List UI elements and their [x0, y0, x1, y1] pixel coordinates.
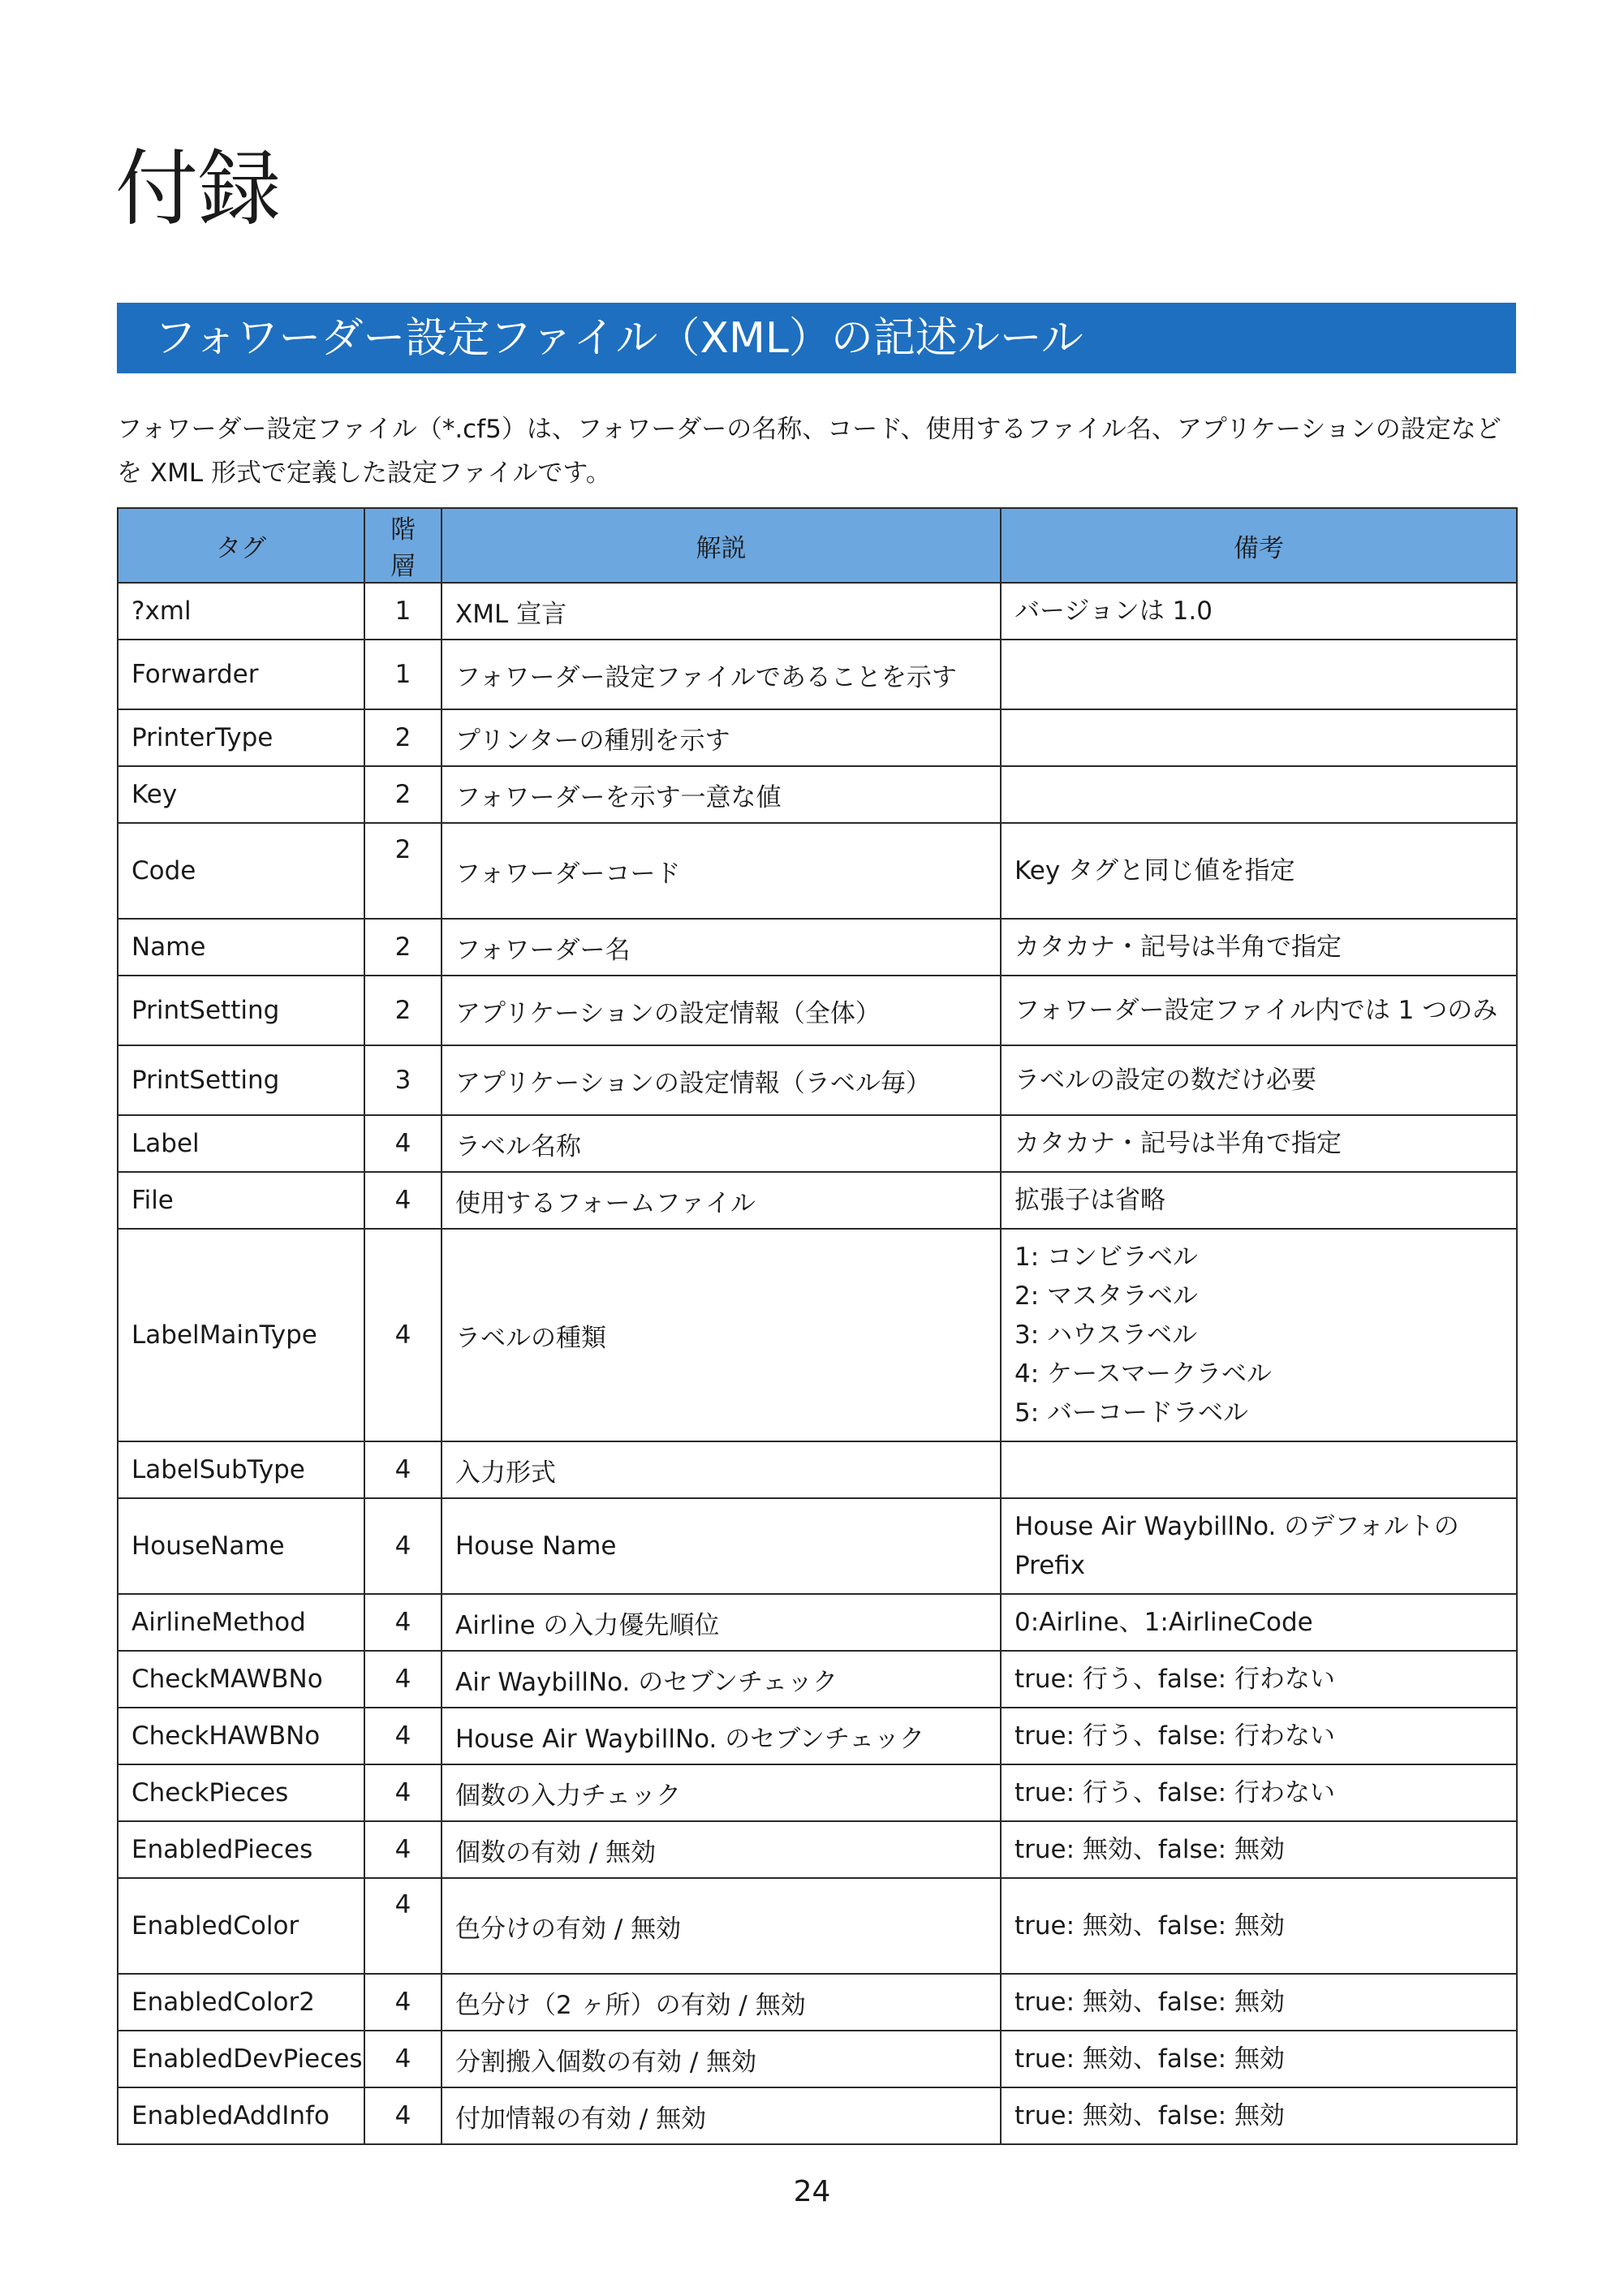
- cell-description: Airline の入力優先順位: [442, 1594, 1001, 1651]
- cell-tag: EnabledDevPieces: [118, 2031, 364, 2087]
- table-row: [118, 1878, 1517, 1974]
- cell-level: 4: [364, 2031, 442, 2087]
- cell-tag: HouseName: [118, 1498, 364, 1594]
- cell-notes: [1001, 823, 1517, 919]
- table-body: [118, 583, 1517, 2144]
- page-number: 24: [793, 2175, 831, 2208]
- section-title: フォワーダー設定ファイル（XML）の記述ルール: [154, 313, 1083, 363]
- cell-notes: [1001, 583, 1517, 640]
- cell-tag: Name: [118, 919, 364, 976]
- note-line: 0:Airline、1:AirlineCode: [1014, 1608, 1313, 1637]
- note-line: House Air WaybillNo. のデフォルトの: [1014, 1512, 1459, 1541]
- cell-description: 色分けの有効 / 無効: [442, 1878, 1001, 1974]
- cell-description: 使用するフォームファイル: [442, 1172, 1001, 1229]
- cell-tag: EnabledAddInfo: [118, 2087, 364, 2144]
- note-line: バージョンは 1.0: [1014, 597, 1213, 626]
- section-header-bar: [117, 303, 1516, 373]
- cell-notes: [1001, 1172, 1517, 1229]
- cell-level: 4: [364, 1708, 442, 1764]
- cell-description: 付加情報の有効 / 無効: [442, 2087, 1001, 2144]
- cell-level: 4: [364, 1229, 442, 1441]
- cell-description: プリンターの種別を示す: [442, 709, 1001, 766]
- table-row: [118, 823, 1517, 919]
- cell-level: 4: [364, 1974, 442, 2031]
- cell-level: 4: [364, 1821, 442, 1878]
- cell-level: 1: [364, 640, 442, 709]
- intro-paragraph: フォワーダー設定ファイル（*.cf5）は、フォワーダーの名称、コード、使用するファイル名、アプリケーションの設定などを XML 形式で定義した設定ファイルです。: [117, 415, 1501, 488]
- table-row: [118, 1498, 1517, 1594]
- cell-level: 4: [364, 2087, 442, 2144]
- note-line: true: 無効、false: 無効: [1014, 1988, 1285, 2017]
- cell-level: 4: [364, 1651, 442, 1708]
- cell-notes: [1001, 1045, 1517, 1115]
- cell-tag: CheckMAWBNo: [118, 1651, 364, 1708]
- cell-level: 2: [364, 766, 442, 823]
- table-row: [118, 1115, 1517, 1172]
- table-row: [118, 976, 1517, 1045]
- cell-level: 4: [364, 1764, 442, 1821]
- table-row: [118, 1821, 1517, 1878]
- cell-tag: Key: [118, 766, 364, 823]
- note-line: 1: コンビラベル: [1014, 1243, 1199, 1272]
- cell-description: フォワーダー設定ファイルであることを示す: [442, 640, 1001, 709]
- header-notes: 備考: [1001, 508, 1517, 583]
- cell-notes: [1001, 1708, 1517, 1764]
- note-line: Prefix: [1014, 1551, 1086, 1580]
- cell-level: 4: [364, 1172, 442, 1229]
- note-line: true: 行う、false: 行わない: [1014, 1721, 1335, 1751]
- note-line: 2: マスタラベル: [1014, 1282, 1199, 1311]
- cell-notes: [1001, 2087, 1517, 2144]
- cell-tag: CheckHAWBNo: [118, 1708, 364, 1764]
- cell-notes: [1001, 2031, 1517, 2087]
- cell-notes: [1001, 1115, 1517, 1172]
- cell-tag: CheckPieces: [118, 1764, 364, 1821]
- table-row: [118, 1708, 1517, 1764]
- note-line: カタカナ・記号は半角で指定: [1014, 933, 1342, 962]
- table-row: [118, 766, 1517, 823]
- cell-description: 色分け（2 ヶ所）の有効 / 無効: [442, 1974, 1001, 2031]
- table-header-row: [118, 508, 1517, 583]
- cell-level: 4: [364, 1878, 442, 1974]
- cell-description: アプリケーションの設定情報（ラベル毎）: [442, 1045, 1001, 1115]
- cell-description: フォワーダーコード: [442, 823, 1001, 919]
- cell-level: 1: [364, 583, 442, 640]
- note-line: 3: ハウスラベル: [1014, 1320, 1198, 1350]
- cell-description: XML 宣言: [442, 583, 1001, 640]
- table-row: [118, 1594, 1517, 1651]
- cell-notes: [1001, 709, 1517, 766]
- cell-level: 2: [364, 976, 442, 1045]
- table-row: [118, 1974, 1517, 2031]
- header-level: 階層: [364, 508, 442, 583]
- cell-description: ラベル名称: [442, 1115, 1001, 1172]
- cell-notes: [1001, 1974, 1517, 2031]
- cell-tag: LabelSubType: [118, 1441, 364, 1498]
- table-row: [118, 1441, 1517, 1498]
- cell-tag: EnabledColor: [118, 1878, 364, 1974]
- note-line: true: 無効、false: 無効: [1014, 2044, 1285, 2074]
- cell-notes: [1001, 766, 1517, 823]
- cell-notes: [1001, 1229, 1517, 1441]
- cell-description: 個数の有効 / 無効: [442, 1821, 1001, 1878]
- note-line: true: 無効、false: 無効: [1014, 2101, 1285, 2130]
- cell-tag: Forwarder: [118, 640, 364, 709]
- cell-description: アプリケーションの設定情報（全体）: [442, 976, 1001, 1045]
- table-row: [118, 919, 1517, 976]
- cell-description: フォワーダー名: [442, 919, 1001, 976]
- cell-level: 3: [364, 1045, 442, 1115]
- cell-tag: Label: [118, 1115, 364, 1172]
- note-line: ラベルの設定の数だけ必要: [1014, 1066, 1316, 1095]
- cell-notes: [1001, 1441, 1517, 1498]
- note-line: 4: ケースマークラベル: [1014, 1359, 1272, 1389]
- cell-notes: [1001, 1594, 1517, 1651]
- cell-tag: ?xml: [118, 583, 364, 640]
- cell-description: 入力形式: [442, 1441, 1001, 1498]
- table-row: [118, 709, 1517, 766]
- note-line: カタカナ・記号は半角で指定: [1014, 1129, 1342, 1158]
- table-row: [118, 1229, 1517, 1441]
- cell-tag: Code: [118, 823, 364, 919]
- cell-notes: [1001, 1878, 1517, 1974]
- cell-tag: PrintSetting: [118, 976, 364, 1045]
- table-row: [118, 1651, 1517, 1708]
- note-line: true: 行う、false: 行わない: [1014, 1665, 1335, 1694]
- note-line: true: 行う、false: 行わない: [1014, 1778, 1335, 1807]
- cell-tag: PrintSetting: [118, 1045, 364, 1115]
- cell-level: 4: [364, 1594, 442, 1651]
- cell-level: 4: [364, 1498, 442, 1594]
- note-line: true: 無効、false: 無効: [1014, 1835, 1285, 1864]
- cell-tag: LabelMainType: [118, 1229, 364, 1441]
- cell-level: 4: [364, 1441, 442, 1498]
- cell-level: 2: [364, 709, 442, 766]
- table-row: [118, 1045, 1517, 1115]
- cell-description: 分割搬入個数の有効 / 無効: [442, 2031, 1001, 2087]
- note-line: Key タグと同じ値を指定: [1014, 856, 1295, 885]
- table-row: [118, 583, 1517, 640]
- xml-tag-table: [117, 507, 1518, 2145]
- table-row: [118, 1764, 1517, 1821]
- cell-description: ラベルの種類: [442, 1229, 1001, 1441]
- cell-notes: [1001, 1498, 1517, 1594]
- table-row: [118, 2087, 1517, 2144]
- page-title: 付録: [115, 141, 281, 238]
- cell-tag: EnabledPieces: [118, 1821, 364, 1878]
- cell-level: 2: [364, 823, 442, 919]
- note-line: 拡張子は省略: [1014, 1186, 1165, 1215]
- cell-tag: File: [118, 1172, 364, 1229]
- cell-description: Air WaybillNo. のセブンチェック: [442, 1651, 1001, 1708]
- cell-tag: EnabledColor2: [118, 1974, 364, 2031]
- cell-tag: AirlineMethod: [118, 1594, 364, 1651]
- cell-level: 4: [364, 1115, 442, 1172]
- cell-description: House Air WaybillNo. のセブンチェック: [442, 1708, 1001, 1764]
- note-line: 5: バーコードラベル: [1014, 1398, 1249, 1428]
- cell-notes: [1001, 919, 1517, 976]
- note-line: フォワーダー設定ファイル内では 1 つのみ: [1014, 996, 1498, 1025]
- table-row: [118, 640, 1517, 709]
- cell-description: House Name: [442, 1498, 1001, 1594]
- cell-notes: [1001, 1821, 1517, 1878]
- cell-description: フォワーダーを示す一意な値: [442, 766, 1001, 823]
- cell-notes: [1001, 640, 1517, 709]
- header-description: 解説: [442, 508, 1001, 583]
- cell-level: 2: [364, 919, 442, 976]
- cell-notes: [1001, 1651, 1517, 1708]
- table-row: [118, 2031, 1517, 2087]
- table-row: [118, 1172, 1517, 1229]
- cell-notes: [1001, 1764, 1517, 1821]
- cell-notes: [1001, 976, 1517, 1045]
- note-line: true: 無効、false: 無効: [1014, 1911, 1285, 1941]
- header-tag: タグ: [118, 508, 364, 583]
- cell-tag: PrinterType: [118, 709, 364, 766]
- cell-description: 個数の入力チェック: [442, 1764, 1001, 1821]
